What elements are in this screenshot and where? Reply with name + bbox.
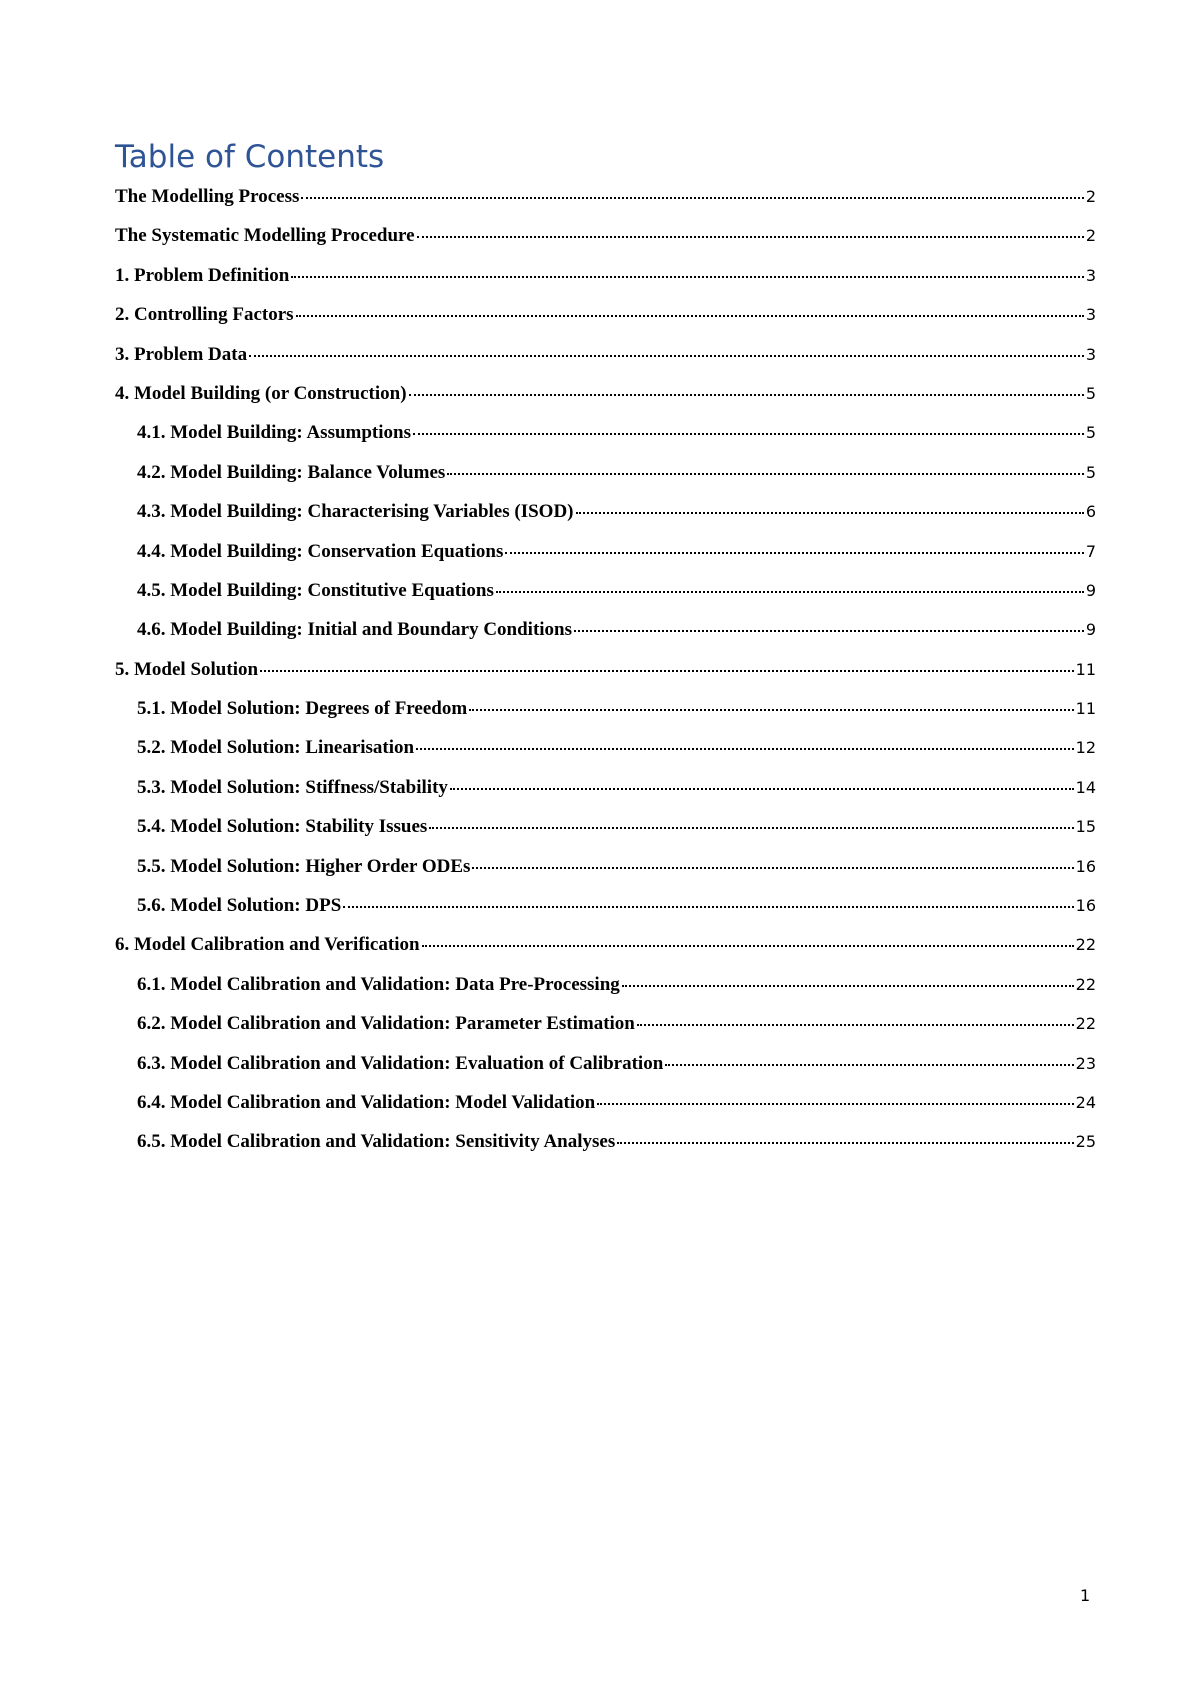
toc-entry[interactable] [115, 335, 1096, 374]
toc-dot-leader [450, 787, 1074, 790]
toc-entry-label: 6. Model Calibration and Verification [115, 934, 420, 956]
toc-entry-label: 5. Model Solution [115, 658, 259, 680]
toc-dot-leader [505, 551, 1083, 554]
toc-dot-leader [469, 708, 1073, 711]
toc-dot-leader [574, 629, 1084, 632]
toc-entry-page: 22 [1075, 935, 1096, 955]
toc-entry-label: 6.3. Model Calibration and Validation: Evaluation of Calibration [137, 1052, 664, 1074]
toc-dot-leader [622, 984, 1074, 987]
toc-entry-page: 2 [1085, 226, 1096, 246]
toc-entry-label: 4.3. Model Building: Characterising Variables (ISOD) [137, 501, 574, 523]
toc-entry-page: 3 [1085, 344, 1096, 364]
toc-entry-label: 4.1. Model Building: Assumptions [137, 422, 411, 444]
toc-entry-label: 1. Problem Definition [115, 264, 290, 286]
toc-entry[interactable] [115, 256, 1096, 295]
toc-dot-leader [422, 944, 1074, 947]
toc-entry-page: 9 [1085, 580, 1096, 600]
toc-dot-leader [617, 1141, 1073, 1144]
toc-entry-page: 11 [1075, 699, 1096, 719]
toc-dot-leader [416, 747, 1074, 750]
toc-entry-page: 16 [1075, 896, 1096, 916]
toc-title: Table of Contents [115, 139, 385, 175]
toc-entry[interactable] [115, 768, 1096, 807]
toc-entry-label: 2. Controlling Factors [115, 304, 294, 326]
toc-entry-page: 11 [1075, 659, 1096, 679]
toc-entry-page: 12 [1075, 738, 1096, 758]
toc-entry-label: 6.5. Model Calibration and Validation: Sensitivity Analyses [137, 1131, 616, 1153]
toc-dot-leader [260, 669, 1074, 672]
toc-entry-label: The Systematic Modelling Procedure [115, 225, 415, 247]
toc-entry-page: 5 [1085, 423, 1096, 443]
toc-entry[interactable] [115, 847, 1096, 886]
toc-entry-page: 16 [1075, 856, 1096, 876]
toc-entry[interactable] [115, 295, 1096, 334]
toc-dot-leader [409, 393, 1084, 396]
toc-entry-page: 25 [1075, 1132, 1096, 1152]
toc-entry[interactable] [115, 571, 1096, 610]
toc-dot-leader [301, 196, 1083, 199]
toc-dot-leader [291, 275, 1083, 278]
toc-entry[interactable] [115, 610, 1096, 649]
toc-entry-label: 6.1. Model Calibration and Validation: Data Pre-Processing [137, 973, 620, 995]
toc-entry-page: 15 [1075, 817, 1096, 837]
toc-entry-label: 5.5. Model Solution: Higher Order ODEs [137, 855, 471, 877]
toc-entry-page: 14 [1075, 777, 1096, 797]
toc-entry-label: 5.4. Model Solution: Stability Issues [137, 816, 428, 838]
toc-entry-page: 5 [1085, 462, 1096, 482]
toc-dot-leader [597, 1102, 1073, 1105]
toc-dot-leader [296, 314, 1084, 317]
toc-dot-leader [429, 826, 1073, 829]
toc-entry[interactable] [115, 807, 1096, 846]
toc-entry-page: 3 [1085, 265, 1096, 285]
toc-entry-label: 4.4. Model Building: Conservation Equations [137, 540, 504, 562]
toc-entry[interactable] [115, 925, 1096, 964]
toc-entry-label: 5.1. Model Solution: Degrees of Freedom [137, 698, 468, 720]
toc-entry[interactable] [115, 453, 1096, 492]
toc-entry-page: 3 [1085, 305, 1096, 325]
toc-entry-label: 5.6. Model Solution: DPS [137, 895, 342, 917]
toc-entry-label: 4.5. Model Building: Constitutive Equations [137, 579, 494, 601]
toc-entry[interactable] [115, 1044, 1096, 1083]
toc-entry-label: 4.2. Model Building: Balance Volumes [137, 461, 446, 483]
toc-dot-leader [637, 1023, 1074, 1026]
toc-entry-page: 9 [1085, 620, 1096, 640]
toc-entry[interactable] [115, 413, 1096, 452]
toc-entry-label: 6.4. Model Calibration and Validation: Model Validation [137, 1091, 596, 1113]
toc-list [115, 177, 1096, 1162]
toc-entry-page: 22 [1075, 974, 1096, 994]
toc-entry-label: 5.3. Model Solution: Stiffness/Stability [137, 776, 448, 798]
toc-entry[interactable] [115, 374, 1096, 413]
toc-entry[interactable] [115, 532, 1096, 571]
toc-entry[interactable] [115, 1083, 1096, 1122]
toc-entry-label: 4. Model Building (or Construction) [115, 382, 407, 404]
toc-entry[interactable] [115, 650, 1096, 689]
toc-entry[interactable] [115, 177, 1096, 216]
toc-entry[interactable] [115, 1122, 1096, 1161]
toc-dot-leader [472, 866, 1073, 869]
toc-entry-page: 24 [1075, 1092, 1096, 1112]
toc-dot-leader [496, 590, 1084, 593]
toc-entry-label: 4.6. Model Building: Initial and Boundary Conditions [137, 619, 573, 641]
toc-dot-leader [576, 511, 1084, 514]
toc-dot-leader [665, 1063, 1073, 1066]
toc-entry-page: 7 [1085, 541, 1096, 561]
toc-entry-label: 5.2. Model Solution: Linearisation [137, 737, 415, 759]
page-number: 1 [1080, 1586, 1091, 1605]
toc-entry[interactable] [115, 728, 1096, 767]
toc-dot-leader [249, 354, 1084, 357]
toc-entry[interactable] [115, 492, 1096, 531]
toc-dot-leader [417, 235, 1084, 238]
toc-entry-label: 6.2. Model Calibration and Validation: Parameter Estimation [137, 1013, 635, 1035]
toc-dot-leader [343, 905, 1073, 908]
toc-entry[interactable] [115, 689, 1096, 728]
toc-dot-leader [413, 432, 1084, 435]
toc-entry-page: 2 [1085, 187, 1096, 206]
toc-entry[interactable] [115, 1004, 1096, 1043]
toc-entry-label: The Modelling Process [115, 186, 300, 207]
toc-dot-leader [447, 472, 1084, 475]
toc-entry[interactable] [115, 965, 1096, 1004]
toc-entry-page: 5 [1085, 383, 1096, 403]
toc-entry-page: 22 [1075, 1014, 1096, 1034]
toc-entry-label: 3. Problem Data [115, 343, 248, 365]
toc-entry[interactable] [115, 216, 1096, 255]
toc-entry-page: 23 [1075, 1053, 1096, 1073]
toc-entry[interactable] [115, 886, 1096, 925]
toc-entry-page: 6 [1085, 502, 1096, 522]
